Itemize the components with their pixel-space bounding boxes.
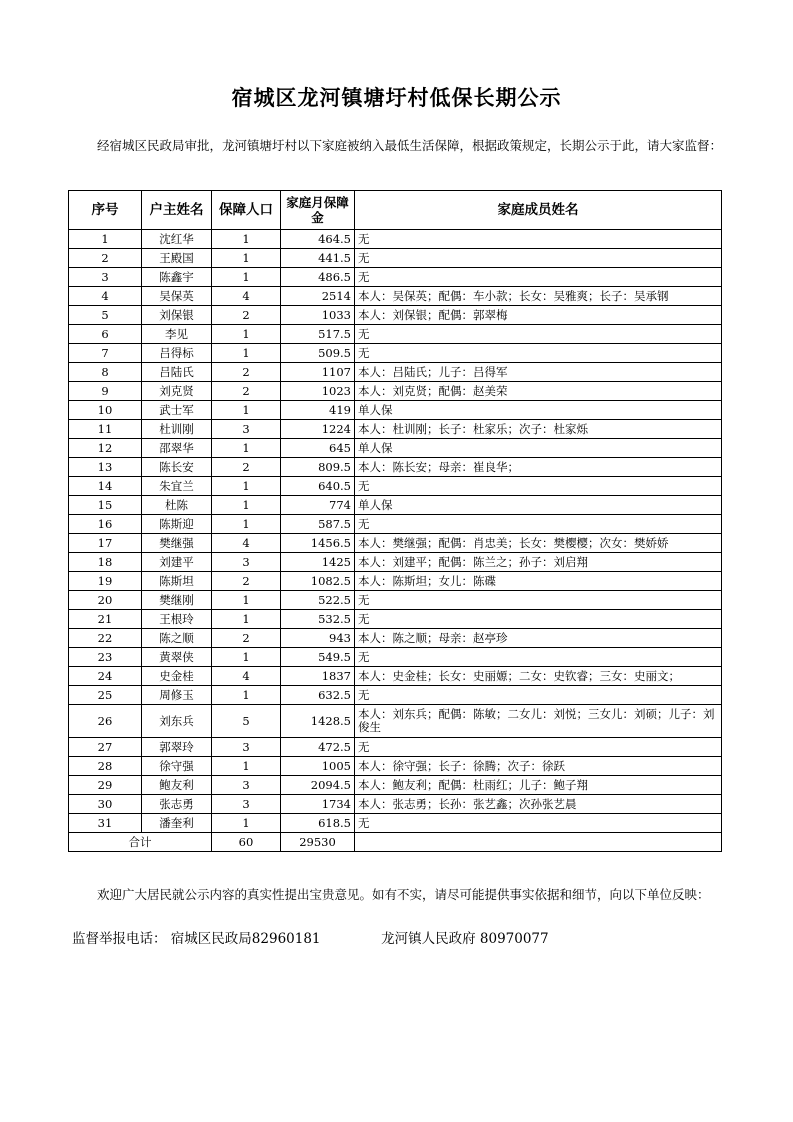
row-people: 3 xyxy=(212,738,281,757)
row-amount: 943 xyxy=(281,629,355,648)
row-index: 4 xyxy=(69,287,142,306)
row-people: 1 xyxy=(212,268,281,287)
row-people: 1 xyxy=(212,344,281,363)
row-amount: 1033 xyxy=(281,306,355,325)
row-amount: 517.5 xyxy=(281,325,355,344)
row-people: 1 xyxy=(212,686,281,705)
row-people: 1 xyxy=(212,249,281,268)
table-header-row xyxy=(69,191,722,230)
row-index: 18 xyxy=(69,553,142,572)
table-row xyxy=(69,230,722,249)
hotline-civil-affairs: 宿城区民政局82960181 xyxy=(170,931,321,947)
row-amount: 645 xyxy=(281,439,355,458)
row-people: 1 xyxy=(212,591,281,610)
row-people: 1 xyxy=(212,648,281,667)
row-members: 无 xyxy=(355,325,722,344)
row-index: 28 xyxy=(69,757,142,776)
page-title: 宿城区龙河镇塘圩村低保长期公示 xyxy=(231,85,562,110)
row-householder: 沈红华 xyxy=(142,230,212,249)
row-householder: 朱宜兰 xyxy=(142,477,212,496)
row-index: 29 xyxy=(69,776,142,795)
row-householder: 徐守强 xyxy=(142,757,212,776)
row-householder: 刘建平 xyxy=(142,553,212,572)
row-amount: 1428.5 xyxy=(281,705,355,738)
row-people: 2 xyxy=(212,572,281,591)
total-amount: 29530 xyxy=(281,833,355,852)
row-householder: 刘保银 xyxy=(142,306,212,325)
row-index: 17 xyxy=(69,534,142,553)
row-householder: 黄翠侠 xyxy=(142,648,212,667)
row-people: 4 xyxy=(212,534,281,553)
hotline-label: 监督举报电话： xyxy=(72,931,167,947)
row-householder: 李见 xyxy=(142,325,212,344)
row-members: 本人：史金桂；长女：史丽嫄；二女：史钦睿；三女：史丽文； xyxy=(355,667,722,686)
row-householder: 陈斯迎 xyxy=(142,515,212,534)
header-people: 保障人口 xyxy=(212,191,281,230)
row-householder: 陈之顺 xyxy=(142,629,212,648)
row-people: 1 xyxy=(212,477,281,496)
row-index: 24 xyxy=(69,667,142,686)
table-row xyxy=(69,306,722,325)
row-index: 15 xyxy=(69,496,142,515)
total-label: 合计 xyxy=(69,833,212,852)
table-row xyxy=(69,534,722,553)
row-people: 1 xyxy=(212,515,281,534)
row-householder: 樊继刚 xyxy=(142,591,212,610)
row-members: 无 xyxy=(355,515,722,534)
row-members: 本人：鲍友利；配偶：杜雨红；儿子：鲍子翔 xyxy=(355,776,722,795)
row-amount: 486.5 xyxy=(281,268,355,287)
row-householder: 王根玲 xyxy=(142,610,212,629)
row-householder: 王殿国 xyxy=(142,249,212,268)
row-householder: 鲍友利 xyxy=(142,776,212,795)
table-row xyxy=(69,477,722,496)
table-row xyxy=(69,325,722,344)
row-members: 无 xyxy=(355,814,722,833)
row-index: 6 xyxy=(69,325,142,344)
total-empty-cell xyxy=(355,833,722,852)
row-people: 2 xyxy=(212,629,281,648)
header-members: 家庭成员姓名 xyxy=(355,191,722,230)
header-monthly-amount: 家庭月保障 金 xyxy=(281,191,355,230)
table-row xyxy=(69,572,722,591)
row-index: 30 xyxy=(69,795,142,814)
row-amount: 522.5 xyxy=(281,591,355,610)
row-index: 26 xyxy=(69,705,142,738)
row-people: 1 xyxy=(212,439,281,458)
row-amount: 2094.5 xyxy=(281,776,355,795)
row-members: 单人保 xyxy=(355,496,722,515)
table-row xyxy=(69,686,722,705)
row-householder: 武士军 xyxy=(142,401,212,420)
hotline-line xyxy=(72,930,722,948)
row-members: 无 xyxy=(355,610,722,629)
row-amount: 549.5 xyxy=(281,648,355,667)
row-members: 无 xyxy=(355,591,722,610)
row-members: 本人：刘克贤；配偶：赵美荣 xyxy=(355,382,722,401)
row-index: 21 xyxy=(69,610,142,629)
table-row xyxy=(69,667,722,686)
row-people: 2 xyxy=(212,458,281,477)
table-row xyxy=(69,610,722,629)
table-row xyxy=(69,458,722,477)
row-index: 20 xyxy=(69,591,142,610)
row-householder: 吕得标 xyxy=(142,344,212,363)
row-householder: 陈斯坦 xyxy=(142,572,212,591)
table-row xyxy=(69,705,722,738)
table-row xyxy=(69,439,722,458)
row-members: 无 xyxy=(355,686,722,705)
row-amount: 532.5 xyxy=(281,610,355,629)
table-row xyxy=(69,757,722,776)
row-householder: 陈长安 xyxy=(142,458,212,477)
table-row xyxy=(69,776,722,795)
row-members: 无 xyxy=(355,477,722,496)
row-index: 3 xyxy=(69,268,142,287)
recipient-table xyxy=(68,190,722,852)
row-amount: 1456.5 xyxy=(281,534,355,553)
row-index: 19 xyxy=(69,572,142,591)
row-index: 31 xyxy=(69,814,142,833)
table-row xyxy=(69,382,722,401)
row-people: 1 xyxy=(212,757,281,776)
table-row xyxy=(69,268,722,287)
row-amount: 419 xyxy=(281,401,355,420)
row-amount: 1425 xyxy=(281,553,355,572)
table-body xyxy=(69,230,722,833)
row-members: 本人：樊继强；配偶：肖忠美；长女：樊樱樱；次女：樊娇娇 xyxy=(355,534,722,553)
row-index: 14 xyxy=(69,477,142,496)
row-index: 25 xyxy=(69,686,142,705)
row-people: 3 xyxy=(212,420,281,439)
row-index: 1 xyxy=(69,230,142,249)
row-householder: 刘克贤 xyxy=(142,382,212,401)
row-people: 3 xyxy=(212,795,281,814)
row-householder: 潘奎利 xyxy=(142,814,212,833)
row-amount: 441.5 xyxy=(281,249,355,268)
row-members: 本人：陈长安；母亲：崔良华； xyxy=(355,458,722,477)
row-index: 12 xyxy=(69,439,142,458)
row-index: 11 xyxy=(69,420,142,439)
row-index: 22 xyxy=(69,629,142,648)
table-row xyxy=(69,287,722,306)
row-index: 13 xyxy=(69,458,142,477)
row-index: 27 xyxy=(69,738,142,757)
row-people: 1 xyxy=(212,401,281,420)
row-householder: 杜陈 xyxy=(142,496,212,515)
row-people: 2 xyxy=(212,306,281,325)
row-amount: 464.5 xyxy=(281,230,355,249)
row-index: 5 xyxy=(69,306,142,325)
row-members: 无 xyxy=(355,268,722,287)
row-amount: 774 xyxy=(281,496,355,515)
row-people: 4 xyxy=(212,287,281,306)
table-row xyxy=(69,795,722,814)
row-householder: 周修玉 xyxy=(142,686,212,705)
row-householder: 张志勇 xyxy=(142,795,212,814)
row-members: 本人：张志勇；长孙：张艺鑫；次孙张艺晨 xyxy=(355,795,722,814)
table-row xyxy=(69,363,722,382)
row-members: 无 xyxy=(355,230,722,249)
row-householder: 郭翠玲 xyxy=(142,738,212,757)
row-amount: 632.5 xyxy=(281,686,355,705)
row-members: 本人：刘保银；配偶：郭翠梅 xyxy=(355,306,722,325)
row-amount: 472.5 xyxy=(281,738,355,757)
row-people: 1 xyxy=(212,325,281,344)
table-row xyxy=(69,553,722,572)
header-index: 序号 xyxy=(69,191,142,230)
row-amount: 1005 xyxy=(281,757,355,776)
table-row xyxy=(69,629,722,648)
table-total-row xyxy=(69,833,722,852)
row-people: 1 xyxy=(212,496,281,515)
row-people: 1 xyxy=(212,610,281,629)
total-people: 60 xyxy=(212,833,281,852)
row-householder: 史金桂 xyxy=(142,667,212,686)
row-members: 无 xyxy=(355,249,722,268)
row-amount: 809.5 xyxy=(281,458,355,477)
table-row xyxy=(69,496,722,515)
table-row xyxy=(69,515,722,534)
row-householder: 吕陆氏 xyxy=(142,363,212,382)
row-householder: 邵翠华 xyxy=(142,439,212,458)
row-people: 1 xyxy=(212,230,281,249)
table-row xyxy=(69,648,722,667)
row-members: 本人：吕陆氏；儿子：吕得军 xyxy=(355,363,722,382)
row-members: 无 xyxy=(355,344,722,363)
row-members: 本人：刘建平；配偶：陈兰之；孙子：刘启翔 xyxy=(355,553,722,572)
row-amount: 1224 xyxy=(281,420,355,439)
row-index: 23 xyxy=(69,648,142,667)
row-amount: 1107 xyxy=(281,363,355,382)
row-householder: 吴保英 xyxy=(142,287,212,306)
row-people: 2 xyxy=(212,382,281,401)
table-row xyxy=(69,344,722,363)
row-members: 无 xyxy=(355,648,722,667)
row-amount: 1837 xyxy=(281,667,355,686)
row-amount: 1023 xyxy=(281,382,355,401)
row-householder: 杜训刚 xyxy=(142,420,212,439)
header-householder: 户主姓名 xyxy=(142,191,212,230)
row-members: 单人保 xyxy=(355,401,722,420)
row-people: 3 xyxy=(212,776,281,795)
row-people: 1 xyxy=(212,814,281,833)
row-index: 7 xyxy=(69,344,142,363)
row-members: 本人：杜训刚；长子：杜家乐；次子：杜家烁 xyxy=(355,420,722,439)
row-householder: 刘东兵 xyxy=(142,705,212,738)
row-people: 2 xyxy=(212,363,281,382)
row-index: 2 xyxy=(69,249,142,268)
row-amount: 1734 xyxy=(281,795,355,814)
table-row xyxy=(69,814,722,833)
row-amount: 509.5 xyxy=(281,344,355,363)
row-members: 无 xyxy=(355,738,722,757)
row-amount: 640.5 xyxy=(281,477,355,496)
table-row xyxy=(69,738,722,757)
row-index: 16 xyxy=(69,515,142,534)
row-amount: 2514 xyxy=(281,287,355,306)
row-index: 8 xyxy=(69,363,142,382)
row-people: 5 xyxy=(212,705,281,738)
row-members: 本人：陈斯坦；女儿：陈碟 xyxy=(355,572,722,591)
row-householder: 樊继强 xyxy=(142,534,212,553)
row-amount: 1082.5 xyxy=(281,572,355,591)
row-amount: 618.5 xyxy=(281,814,355,833)
row-members: 本人：刘东兵；配偶：陈敏；二女儿：刘悦；三女儿：刘硕；儿子：刘俊生 xyxy=(355,705,722,738)
row-members: 单人保 xyxy=(355,439,722,458)
table-row xyxy=(69,591,722,610)
row-members: 本人：徐守强；长子：徐腾；次子：徐跃 xyxy=(355,757,722,776)
intro-paragraph: 经宿城区民政局审批，龙河镇塘圩村以下家庭被纳入最低生活保障，根据政策规定，长期公示于此，请大家监督： xyxy=(97,138,723,153)
row-members: 本人：陈之顺；母亲：赵亭珍 xyxy=(355,629,722,648)
feedback-note: 欢迎广大居民就公示内容的真实性提出宝贵意见。如有不实，请尽可能提供事实依据和细节，向以下单位反映： xyxy=(97,887,710,902)
row-people: 4 xyxy=(212,667,281,686)
row-index: 9 xyxy=(69,382,142,401)
table-row xyxy=(69,401,722,420)
row-people: 3 xyxy=(212,553,281,572)
table-row xyxy=(69,249,722,268)
row-index: 10 xyxy=(69,401,142,420)
row-householder: 陈鑫宇 xyxy=(142,268,212,287)
table-row xyxy=(69,420,722,439)
row-amount: 587.5 xyxy=(281,515,355,534)
hotline-town-government: 龙河镇人民政府 80970077 xyxy=(381,931,549,947)
row-members: 本人：吴保英；配偶：车小款；长女：吴雅爽；长子：吴承钢 xyxy=(355,287,722,306)
